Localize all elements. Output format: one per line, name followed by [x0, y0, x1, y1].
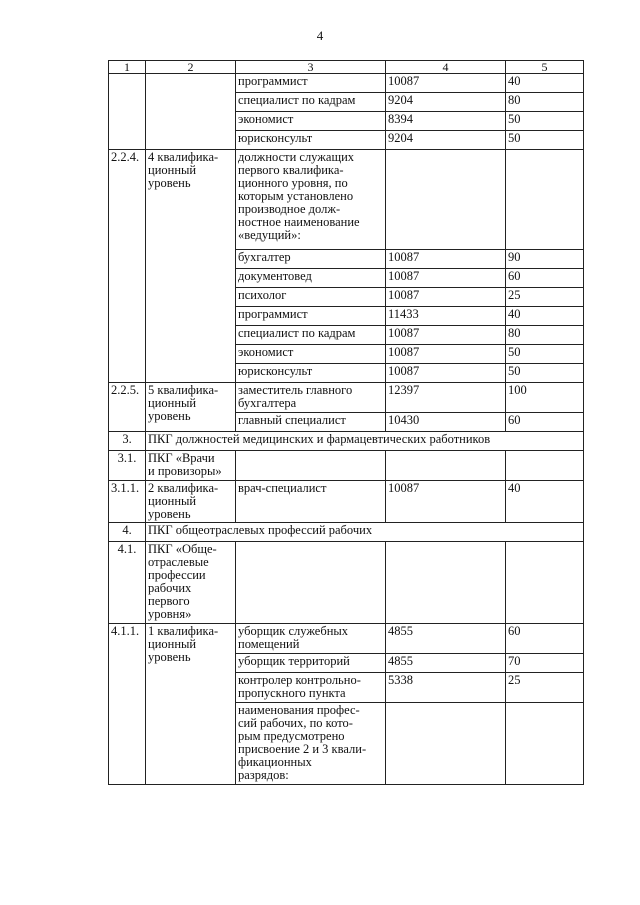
group-title-cell: ПКГ должностей медицинских и фармацевтических работников	[146, 432, 584, 451]
position-cell: уборщик служебных помещений	[236, 624, 386, 654]
percent-cell: 60	[506, 269, 584, 288]
percent-cell: 50	[506, 345, 584, 364]
number-cell: 4.	[109, 523, 146, 542]
percent-cell	[506, 703, 584, 785]
salary-cell: 10087	[386, 269, 506, 288]
level-cell: 4 квалифика- ционный уровень	[146, 150, 236, 383]
column-header-4: 4	[386, 61, 506, 74]
position-cell: экономист	[236, 345, 386, 364]
level-cell: 2 квалифика- ционный уровень	[146, 481, 236, 523]
salary-cell: 10087	[386, 364, 506, 383]
salary-cell	[386, 542, 506, 624]
salary-cell: 9204	[386, 93, 506, 112]
position-cell: программист	[236, 307, 386, 326]
table-header-row	[109, 61, 584, 74]
salary-cell: 10087	[386, 326, 506, 345]
table-row	[109, 74, 584, 93]
position-cell: экономист	[236, 112, 386, 131]
position-cell: уборщик территорий	[236, 654, 386, 673]
percent-cell: 40	[506, 74, 584, 93]
percent-cell: 40	[506, 481, 584, 523]
percent-cell: 50	[506, 364, 584, 383]
column-header-3: 3	[236, 61, 386, 74]
number-cell: 2.2.4.	[109, 150, 146, 383]
percent-cell: 100	[506, 383, 584, 413]
position-cell: юрисконсульт	[236, 131, 386, 150]
percent-cell: 60	[506, 413, 584, 432]
number-cell: 3.1.1.	[109, 481, 146, 523]
percent-cell: 80	[506, 326, 584, 345]
salary-cell	[386, 703, 506, 785]
position-cell: программист	[236, 74, 386, 93]
number-cell: 4.1.1.	[109, 624, 146, 785]
percent-cell: 50	[506, 112, 584, 131]
column-header-2: 2	[146, 61, 236, 74]
percent-cell: 50	[506, 131, 584, 150]
percent-cell: 80	[506, 93, 584, 112]
table-row	[109, 542, 584, 624]
number-cell: 2.2.5.	[109, 383, 146, 432]
salary-table	[108, 60, 584, 785]
percent-cell	[506, 542, 584, 624]
table-row	[109, 150, 584, 250]
salary-cell: 10087	[386, 345, 506, 364]
table-row	[109, 624, 584, 654]
salary-cell: 9204	[386, 131, 506, 150]
level-cell	[146, 74, 236, 150]
salary-cell: 11433	[386, 307, 506, 326]
salary-cell: 10087	[386, 250, 506, 269]
table-row	[109, 451, 584, 481]
percent-cell: 25	[506, 673, 584, 703]
position-cell: врач-специалист	[236, 481, 386, 523]
salary-cell: 4855	[386, 654, 506, 673]
level-cell: 5 квалифика- ционный уровень	[146, 383, 236, 432]
group-title-cell: ПКГ «Врачи и провизоры»	[146, 451, 236, 481]
position-cell: заместитель главного бухгалтера	[236, 383, 386, 413]
group-title-cell: ПКГ «Обще- отраслевые профессии рабочих первого уровня»	[146, 542, 236, 624]
salary-cell	[386, 451, 506, 481]
salary-cell: 4855	[386, 624, 506, 654]
column-header-1: 1	[109, 61, 146, 74]
position-cell: документовед	[236, 269, 386, 288]
percent-cell: 25	[506, 288, 584, 307]
position-cell: бухгалтер	[236, 250, 386, 269]
salary-cell: 10430	[386, 413, 506, 432]
table-row	[109, 523, 584, 542]
salary-cell: 5338	[386, 673, 506, 703]
group-title-cell: ПКГ общеотраслевых профессий рабочих	[146, 523, 584, 542]
percent-cell: 70	[506, 654, 584, 673]
number-cell: 4.1.	[109, 542, 146, 624]
number-cell: 3.1.	[109, 451, 146, 481]
percent-cell: 60	[506, 624, 584, 654]
percent-cell: 40	[506, 307, 584, 326]
percent-cell	[506, 451, 584, 481]
description-cell: должности служащих первого квалифика- ционного уровня, по которым установлено производное долж- ностное наименование «ведущий»:	[236, 150, 386, 250]
percent-cell: 90	[506, 250, 584, 269]
position-cell: психолог	[236, 288, 386, 307]
position-cell	[236, 451, 386, 481]
number-cell: 3.	[109, 432, 146, 451]
salary-cell: 10087	[386, 288, 506, 307]
table-row	[109, 432, 584, 451]
column-header-5: 5	[506, 61, 584, 74]
position-cell: юрисконсульт	[236, 364, 386, 383]
salary-cell: 10087	[386, 74, 506, 93]
note-cell: наименования профес- сий рабочих, по кото- рым предусмотрено присвоение 2 и 3 квали- фикационных разрядов:	[236, 703, 386, 785]
level-cell: 1 квалифика- ционный уровень	[146, 624, 236, 785]
position-cell: специалист по кадрам	[236, 326, 386, 345]
position-cell: контролер контрольно- пропускного пункта	[236, 673, 386, 703]
salary-cell: 12397	[386, 383, 506, 413]
salary-cell: 8394	[386, 112, 506, 131]
number-cell	[109, 74, 146, 150]
salary-cell: 10087	[386, 481, 506, 523]
position-cell: главный специалист	[236, 413, 386, 432]
table-row	[109, 383, 584, 413]
position-cell	[236, 542, 386, 624]
salary-cell	[386, 150, 506, 250]
position-cell: специалист по кадрам	[236, 93, 386, 112]
table-row	[109, 481, 584, 523]
page-number: 4	[316, 28, 324, 43]
percent-cell	[506, 150, 584, 250]
